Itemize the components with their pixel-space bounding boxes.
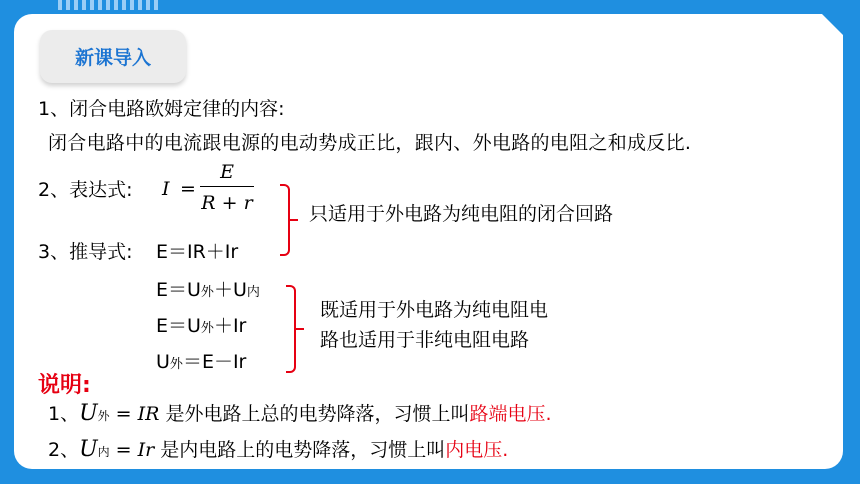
derived-formula-2: E＝U外＋Ir xyxy=(156,315,247,337)
derived-formula-3: U外＝E－Ir xyxy=(156,351,247,373)
red-bracket-1 xyxy=(280,184,290,256)
fraction-denominator: R + r xyxy=(201,192,253,214)
fraction-numerator: E xyxy=(220,161,234,183)
fraction-bar xyxy=(200,186,254,187)
term-terminal-voltage: 路端电压. xyxy=(469,403,552,425)
formula-fraction xyxy=(200,161,254,214)
note-2: 2、U内 = Ir 是内电路上的电势降落，习惯上叫内电压. xyxy=(48,437,509,462)
point2-label: 2、表达式: xyxy=(38,179,133,201)
bracket1-text: 只适用于外电路为纯电阻的闭合回路 xyxy=(309,203,614,225)
section-badge: 新课导入 xyxy=(40,30,186,83)
bracket2-line2: 路也适用于非纯电阻电路 xyxy=(320,329,530,351)
frame-top-accent xyxy=(58,0,158,10)
bracket2-line1: 既适用于外电路为纯电阻电 xyxy=(320,299,549,321)
derived-formula-1: E＝U外＋U内 xyxy=(156,279,260,301)
point1-heading: 1、闭合电路欧姆定律的内容: xyxy=(38,98,285,120)
notes-title: 说明: xyxy=(38,373,91,398)
point3-label: 3、推导式: xyxy=(38,241,133,263)
formula-equals: = xyxy=(180,178,196,200)
note-1: 1、U外 = IR 是外电路上总的电势降落，习惯上叫路端电压. xyxy=(48,401,552,426)
red-bracket-2 xyxy=(286,285,296,373)
formula-lhs: I xyxy=(162,178,170,200)
point1-content: 闭合电路中的电流跟电源的电动势成正比，跟内、外电路的电阻之和成反比. xyxy=(48,132,692,154)
point3-formula: E＝IR＋Ir xyxy=(156,241,239,263)
term-internal-voltage: 内电压. xyxy=(445,439,509,461)
